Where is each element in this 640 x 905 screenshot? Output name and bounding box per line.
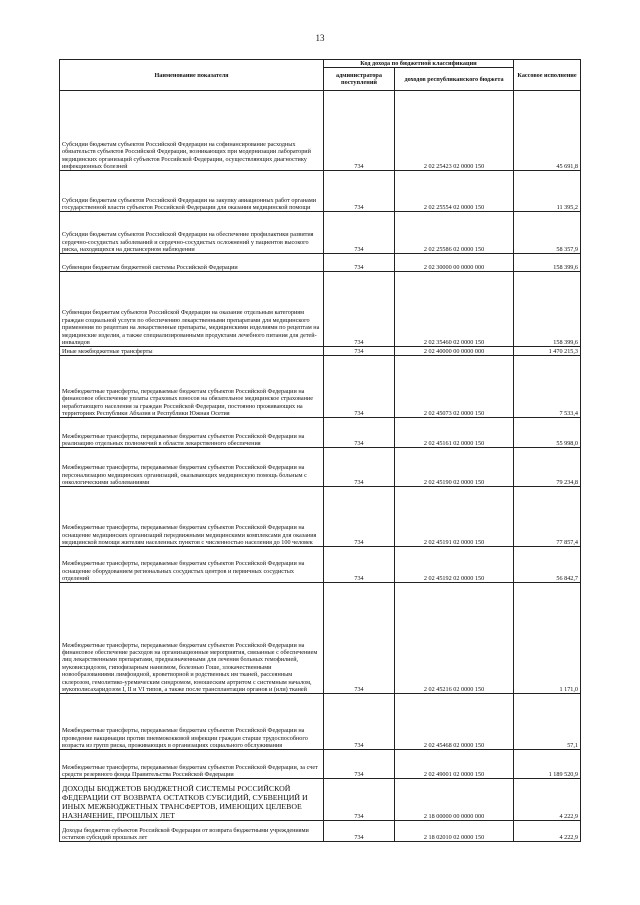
- row-income-code: 2 02 49001 02 0000 150: [395, 750, 514, 779]
- table-row: [60, 750, 581, 779]
- row-execution-value: 7 533,4: [514, 356, 581, 418]
- row-administrator-code: 734: [324, 448, 395, 487]
- row-name: Доходы бюджетов субъектов Российской Федерации от возврата бюджетными учреждениями остатков субсидий прошлых лет: [60, 821, 324, 842]
- row-execution-value: 1 470 215,3: [514, 347, 581, 356]
- header-income: доходов республиканского бюджета: [395, 68, 514, 91]
- table-row: [60, 356, 581, 418]
- row-execution-value: 158 399,6: [514, 272, 581, 347]
- table-row: [60, 254, 581, 272]
- row-execution-value: 4 222,9: [514, 779, 581, 821]
- row-name: Межбюджетные трансферты, передаваемые бюджетам субъектов Российской Федерации на проведение вакцинации против пневмококковой инфекции граждан старше трудоспособного возраста из групп риска, проживающих в организациях социального обслуживания: [60, 694, 324, 750]
- table-row: [60, 272, 581, 347]
- row-name: Субсидии бюджетам субъектов Российской Федерации на обеспечение профилактики развития сердечно-сосудистых заболеваний и сердечно-сосудистых осложнений у пациентов высокого риска, находящихся на диспансерном наблюдении: [60, 212, 324, 254]
- row-administrator-code: 734: [324, 272, 395, 347]
- row-income-code: 2 02 45192 02 0000 150: [395, 547, 514, 583]
- row-administrator-code: 734: [324, 91, 395, 171]
- row-name: Субсидии бюджетам субъектов Российской Федерации на софинансирование расходных обязательств субъектов Российской Федерации, возникающих при модернизации лабораторий медицинских организаций субъектов Российской Федерации, осуществляющих диагностику инфекционных болезней: [60, 91, 324, 171]
- row-name: Межбюджетные трансферты, передаваемые бюджетам субъектов Российской Федерации на оснащение медицинских организаций передвижными медицинскими комплексами для оказания медицинской помощи жителям населенных пунктов с численностью населения до 100 человек: [60, 487, 324, 547]
- header-name: Наименование показателя: [60, 60, 324, 91]
- row-name: Межбюджетные трансферты, передаваемые бюджетам субъектов Российской Федерации на оснащение оборудованием региональных сосудистых центров и первичных сосудистых отделений: [60, 547, 324, 583]
- row-administrator-code: 734: [324, 254, 395, 272]
- row-execution-value: 77 857,4: [514, 487, 581, 547]
- row-name: Иные межбюджетные трансферты: [60, 347, 324, 356]
- row-execution-value: 158 399,6: [514, 254, 581, 272]
- row-income-code: 2 02 40000 00 0000 000: [395, 347, 514, 356]
- row-income-code: 2 02 45161 02 0000 150: [395, 418, 514, 448]
- row-income-code: 2 02 45216 02 0000 150: [395, 583, 514, 694]
- table-row: [60, 779, 581, 821]
- row-income-code: 2 02 45191 02 0000 150: [395, 487, 514, 547]
- row-execution-value: 11 395,2: [514, 171, 581, 212]
- row-name: Межбюджетные трансферты, передаваемые бюджетам субъектов Российской Федерации, за счет средств резервного фонда Правительства Российской Федерации: [60, 750, 324, 779]
- row-income-code: 2 02 45073 02 0000 150: [395, 356, 514, 418]
- row-administrator-code: 734: [324, 821, 395, 842]
- table-row: [60, 212, 581, 254]
- row-administrator-code: 734: [324, 547, 395, 583]
- row-execution-value: 79 234,8: [514, 448, 581, 487]
- row-administrator-code: 734: [324, 212, 395, 254]
- row-administrator-code: 734: [324, 583, 395, 694]
- row-execution-value: 56 842,7: [514, 547, 581, 583]
- row-administrator-code: 734: [324, 347, 395, 356]
- row-name: Межбюджетные трансферты, передаваемые бюджетам субъектов Российской Федерации на финансовое обеспечение уплаты страховых взносов на обязательное медицинское страхование неработающего населения за граждан Российской Федерации, постоянно проживающих на территориях Республики Абхазия и Республики Южная Осетия: [60, 356, 324, 418]
- table-row: [60, 418, 581, 448]
- row-name: Межбюджетные трансферты, передаваемые бюджетам субъектов Российской Федерации на персонализацию медицинских организаций, оказывающих медицинскую помощь больным с онкологическими заболеваниями: [60, 448, 324, 487]
- row-administrator-code: 734: [324, 694, 395, 750]
- row-income-code: 2 02 25423 02 0000 150: [395, 91, 514, 171]
- table-row: [60, 171, 581, 212]
- table-row: [60, 821, 581, 842]
- row-execution-value: 1 171,0: [514, 583, 581, 694]
- header-administrator: администратора поступлений: [324, 68, 395, 91]
- row-administrator-code: 734: [324, 779, 395, 821]
- row-income-code: 2 18 02010 02 0000 150: [395, 821, 514, 842]
- page-number: 13: [315, 33, 325, 43]
- row-execution-value: 55 998,0: [514, 418, 581, 448]
- table-row: [60, 487, 581, 547]
- row-execution-value: 45 691,8: [514, 91, 581, 171]
- row-income-code: 2 18 00000 00 0000 000: [395, 779, 514, 821]
- row-administrator-code: 734: [324, 750, 395, 779]
- row-name: Межбюджетные трансферты, передаваемые бюджетам субъектов Российской Федерации на реализацию отдельных полномочий в области лекарственного обеспечения: [60, 418, 324, 448]
- row-name: ДОХОДЫ БЮДЖЕТОВ БЮДЖЕТНОЙ СИСТЕМЫ РОССИЙСКОЙ ФЕДЕРАЦИИ ОТ ВОЗВРАТА ОСТАТКОВ СУБСИДИЙ, СУБВЕНЦИЙ И ИНЫХ МЕЖБЮДЖЕТНЫХ ТРАНСФЕРТОВ, ИМЕЮЩИХ ЦЕЛЕВОЕ НАЗНАЧЕНИЕ, ПРОШЛЫХ ЛЕТ: [60, 779, 324, 821]
- table-row: [60, 694, 581, 750]
- row-execution-value: 57,1: [514, 694, 581, 750]
- row-income-code: 2 02 45190 02 0000 150: [395, 448, 514, 487]
- row-income-code: 2 02 25586 02 0000 150: [395, 212, 514, 254]
- row-income-code: 2 02 30000 00 0000 000: [395, 254, 514, 272]
- header-execution: Кассовое исполнение: [514, 60, 581, 91]
- row-administrator-code: 734: [324, 418, 395, 448]
- row-execution-value: 1 189 520,9: [514, 750, 581, 779]
- row-income-code: 2 02 45468 02 0000 150: [395, 694, 514, 750]
- table-row: [60, 347, 581, 356]
- row-name: Субвенции бюджетам бюджетной системы Российской Федерации: [60, 254, 324, 272]
- row-income-code: 2 02 25554 02 0000 150: [395, 171, 514, 212]
- row-income-code: 2 02 35460 02 0000 150: [395, 272, 514, 347]
- row-execution-value: 58 357,9: [514, 212, 581, 254]
- table-row: [60, 583, 581, 694]
- row-execution-value: 4 222,9: [514, 821, 581, 842]
- row-administrator-code: 734: [324, 487, 395, 547]
- table-row: [60, 547, 581, 583]
- table-row: [60, 448, 581, 487]
- row-administrator-code: 734: [324, 171, 395, 212]
- row-name: Субсидии бюджетам субъектов Российской Федерации на закупку авиационных работ органами государственной власти субъектов Российской Федерации для оказания медицинской помощи: [60, 171, 324, 212]
- budget-table: [59, 59, 581, 842]
- row-administrator-code: 734: [324, 356, 395, 418]
- row-name: Межбюджетные трансферты, передаваемые бюджетам субъектов Российской Федерации на финансовое обеспечение расходов на организационные мероприятия, связанные с обеспечением лиц лекарственными препаратами, предназначенными для лечения больных гемофилией, муковисцидозом, гипофизарным нанизмом, болезнью Гоше, злокачественными новообразованиями лимфоидной, кроветворной и родственных им тканей, рассеянным склерозом, гемолитико-уремическим синдромом, юношеским артритом с системным началом, мукополисахаридозом I, II и VI типов, а также после трансплантации органов и (или) тканей: [60, 583, 324, 694]
- header-code-group: Код дохода по бюджетной классификации: [324, 60, 514, 68]
- row-name: Субвенции бюджетам субъектов Российской Федерации на оказание отдельным категориям граждан социальной услуги по обеспечению лекарственными препаратами для медицинского применения по рецептам на лекарственные препараты, медицинскими изделиями по рецептам на медицинские изделия, а также специализированными продуктами лечебного питания для детей-инвалидов: [60, 272, 324, 347]
- table-row: [60, 91, 581, 171]
